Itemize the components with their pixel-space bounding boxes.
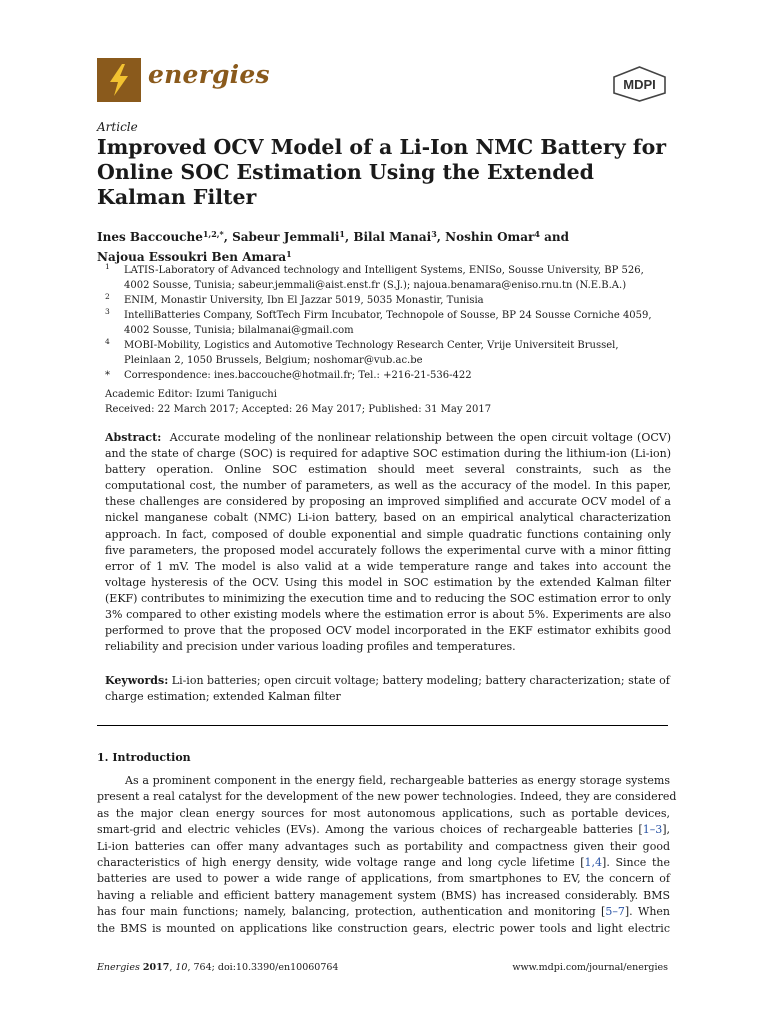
- abstract-label: Abstract:: [105, 431, 162, 444]
- correspondence-item: [105, 368, 675, 383]
- journal-name: energies: [148, 60, 270, 89]
- affiliation-number: 1: [105, 262, 110, 271]
- abstract: [105, 430, 671, 655]
- citation-link[interactable]: 1,4: [584, 856, 603, 870]
- publisher-name: MDPI: [623, 77, 656, 92]
- author-affiliation-marker: 1: [286, 249, 292, 259]
- citation-link[interactable]: 5–7: [605, 905, 625, 919]
- author-name[interactable]: Sabeur Jemmali: [232, 230, 340, 244]
- abstract-text: Accurate modeling of the nonlinear relationship between the open circuit voltage (OCV) and the state of charge (SOC) is required for adaptive SOC estimation during the lithium-ion (Li-ion) battery operation. Online SOC estimation should meet several constraints, such as the computational cost, the number of parameters, as well as the accuracy of the model. In this paper, these challenges are considered by proposing an improved simplified and accurate OCV model of a nickel manganese cobalt (NMC) Li-ion battery, based on an empirical analytical characterization approach. In fact, composed of double exponential and simple quadratic functions containing only five parameters, the proposed model accurately follows the experimental curve with a minor fitting error of 1 mV. The model is also valid at a wide temperature range and takes into account the voltage hysteresis of the OCV. Using this model in SOC estimation by the extended Kalman filter (EKF) contributes to minimizing the execution time and to reducing the SOC estimation error to only 3% compared to other existing models where the estimation error is about 5%. Experiments are also performed to prove that the proposed OCV model incorporated in the EKF estimator exhibits good reliability and precision under various loading profiles and temperatures.: [105, 431, 671, 654]
- affiliation-number: 3: [105, 307, 110, 316]
- correspondence-marker: *: [105, 370, 110, 381]
- author-name[interactable]: Noshin Omar: [445, 230, 535, 244]
- article-type: Article: [97, 120, 138, 134]
- author-affiliation-marker: 1,2,*: [202, 229, 224, 239]
- journal-logo-icon: [97, 58, 141, 102]
- affiliation-item: 4 MOBI-Mobility, Logistics and Automotive Technology Research Center, Vrije Universiteit Brussel, Pleinlaan 2, 1050 Brussels, Belgium; noshomar@vub.ac.be: [105, 338, 675, 368]
- mdpi-logo-icon: [611, 66, 668, 102]
- author-list: Ines Baccouche$^{1,2,*}$, Sabeur Jemmali$^1$, Bilal Manai$^3$, Noshin Omar$^4$ and Najoua Essoukri Ben Amara$^1$: [97, 229, 569, 264]
- academic-editor: Academic Editor: Izumi Taniguchi: [105, 389, 277, 400]
- author-affiliation-marker: 1: [339, 229, 345, 239]
- article-title: Improved OCV Model of a Li-Ion NMC Battery for Online SOC Estimation Using the Extended Kalman Filter: [97, 135, 667, 209]
- affiliation-number: 4: [105, 337, 110, 346]
- author-name[interactable]: Ines Baccouche: [97, 230, 203, 244]
- author-name[interactable]: Bilal Manai: [353, 230, 432, 244]
- correspondence-text: Correspondence: ines.baccouche@hotmail.fr; Tel.: +216-21-536-422: [124, 370, 472, 381]
- author-affiliation-marker: 3: [431, 229, 437, 239]
- author-name[interactable]: Najoua Essoukri Ben Amara: [97, 250, 287, 264]
- affiliation-number: 2: [105, 292, 110, 301]
- keywords: [105, 673, 671, 705]
- keywords-label: Keywords:: [105, 674, 169, 687]
- keywords-text: Li-ion batteries; open circuit voltage; battery modeling; battery characterization; state of charge estimation; extended Kalman filter: [105, 674, 670, 704]
- page-footer: [97, 962, 668, 973]
- journal-url[interactable]: www.mdpi.com/journal/energies: [512, 962, 668, 973]
- publication-dates: Received: 22 March 2017; Accepted: 26 May 2017; Published: 31 May 2017: [105, 404, 492, 415]
- affiliation-item: 2 ENIM, Monastir University, Ibn El Jazzar 5019, 5035 Monastir, Tunisia: [105, 293, 675, 308]
- section-divider: [97, 725, 668, 726]
- citation-info: Energies 2017, 10, 764; doi:10.3390/en10060764: [97, 962, 339, 973]
- author-affiliation-marker: 4: [534, 229, 540, 239]
- affiliations-list: [105, 263, 675, 383]
- affiliation-item: 3 IntelliBatteries Company, SoftTech Firm Incubator, Technopole of Sousse, BP 24 Sousse Corniche 4059, 4002 Sousse, Tunisia; bilalmanai@gmail.com: [105, 308, 675, 338]
- affiliation-item: 1 LATIS-Laboratory of Advanced technology and Intelligent Systems, ENISo, Sousse University, BP 526, 4002 Sousse, Tunisia; sabeur.jemmali@aist.enst.fr (S.J.); najoua.benamara@eniso.rnu.tn (N.E.B.A.): [105, 263, 675, 293]
- section-heading: 1. Introduction: [97, 751, 191, 764]
- citation-link[interactable]: 1–3: [642, 823, 663, 837]
- editorial-info: [105, 387, 491, 417]
- introduction-body: As a prominent component in the energy field, rechargeable batteries as energy storage systems present a real catalyst for the development of the new power technologies. Indeed, they are considered as the major clean energy sources for most autonomous applications, such as portable devices, smart-grid and electric vehicles (EVs). Among the various choices of rechargeable batteries [1–3], Li-ion batteries can offer many advantages such as portability and compactness given their good characteristics of high energy density, wide voltage range and long cycle lifetime [1,4]. Since the batteries are used to power a wide range of applications, from smartphones to EV, the concern of having a reliable and efficient battery management system (BMS) has increased considerably. BMS has four main functions; namely, balancing, protection, authentication and monitoring [5–7]. When the BMS is mounted on applications like construction gears, electric power tools and light electric: [97, 774, 677, 935]
